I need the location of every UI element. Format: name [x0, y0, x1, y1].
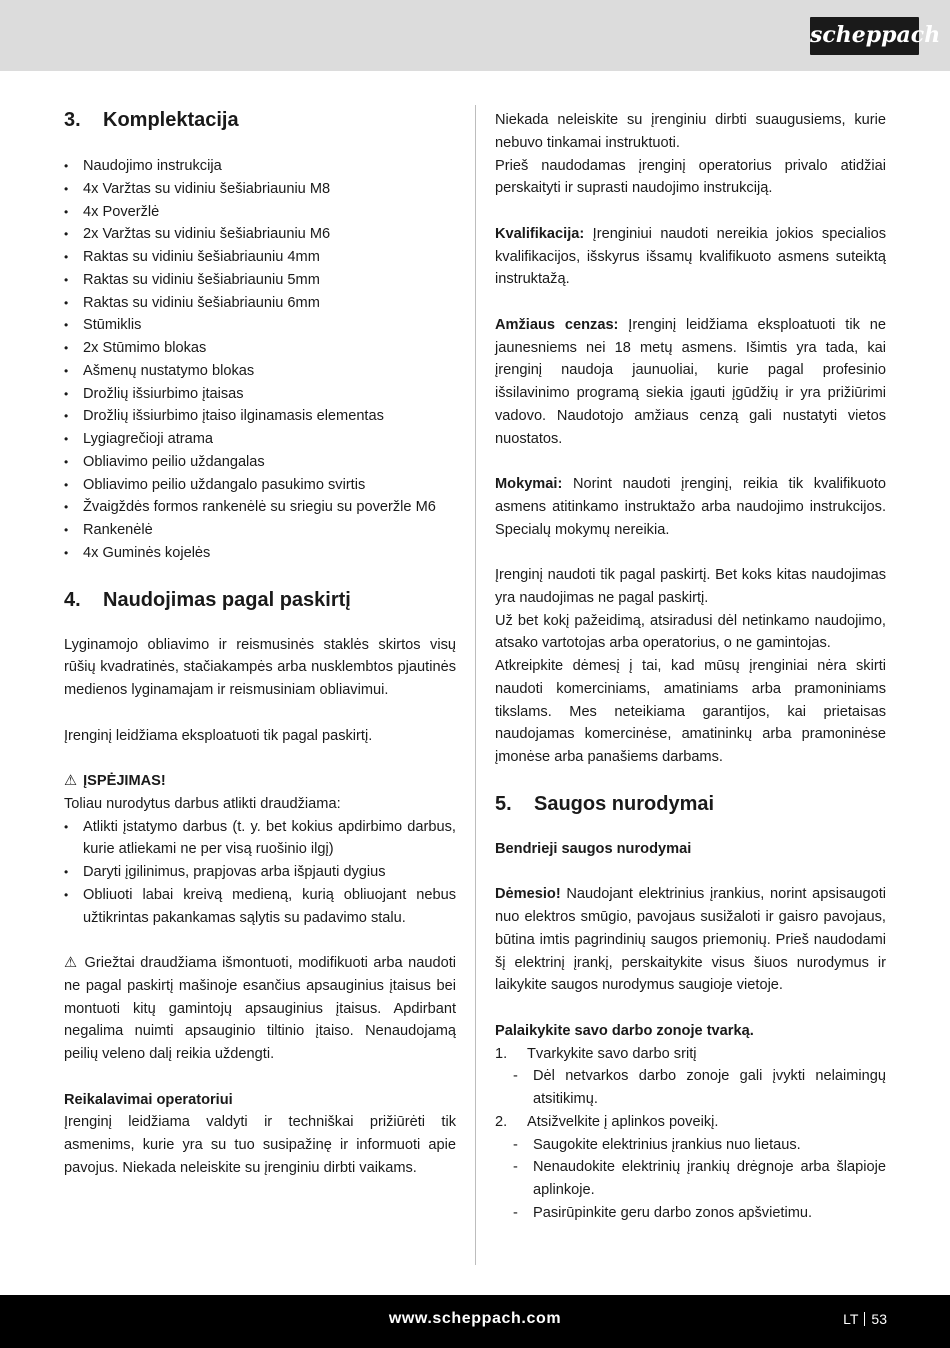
- scheppach-logo: [810, 17, 941, 55]
- page-header: [0, 0, 950, 71]
- list-item: • Drožlių išsiurbimo įtaiso ilginamasis elementas: [64, 405, 456, 428]
- attention-label: Dėmesio!: [495, 886, 561, 903]
- attention-paragraph: [495, 883, 886, 997]
- prohibited-list: [64, 816, 456, 930]
- list-item: • Obliuoti labai kreivą medieną, kurią obliuojant nebus užtikrintas pakankamas sąlytis su padavimo stalu.: [64, 884, 456, 930]
- qualification-paragraph: [495, 223, 886, 291]
- warning-intro: Toliau nurodytus darbus atlikti draudžiama:: [64, 795, 341, 812]
- list-item: • 4x Poveržlė: [64, 201, 456, 224]
- attention-text: Naudojant elektrinius įrankius, norint apsisaugoti nuo elektros smūgio, pavojaus susižaloti ir gaisro pavojaus, būtina imtis pagrindinių saugos priemonių. Prieš naudodami šį elektrinį įrankį, perskaitykite visus šiuos nurodymus ir laikykite saugos nurodymus saugioje vietoje.: [495, 886, 886, 994]
- section-title: Saugos nurodymai: [534, 792, 715, 815]
- qualification-text: Įrenginiui naudoti nereikia jokios specialios kvalifikacijos, išskyrus išsamų kvalifikuoto asmens suteiktą instruktažą.: [495, 225, 886, 288]
- page-num: 53: [871, 1311, 887, 1327]
- operator-requirements-title: Reikalavimai operatoriui: [64, 1091, 233, 1108]
- paragraph: Prieš naudodamas įrenginį operatorius privalo atidžiai perskaityti ir suprasti naudojimo instrukciją.: [495, 157, 886, 197]
- age-paragraph: [495, 314, 886, 451]
- warning-heading: [64, 770, 456, 793]
- language-code: LT: [843, 1311, 859, 1327]
- website-url: www.scheppach.com: [388, 1310, 562, 1327]
- list-item: • Raktas su vidiniu šešiabriauniu 4mm: [64, 246, 456, 269]
- separator: [864, 1312, 865, 1326]
- section-number: 3.: [64, 109, 81, 131]
- logo-text: scheppach: [810, 22, 941, 48]
- list-item: • 2x Stūmimo blokas: [64, 337, 456, 360]
- left-column: [64, 107, 456, 1180]
- item-number: 1.: [495, 1045, 508, 1062]
- list-item: • 2x Varžtas su vidiniu šešiabriauniu M6: [64, 223, 456, 246]
- list-item: • Drožlių išsiurbimo įtaisas: [64, 383, 456, 406]
- list-item: • Stūmiklis: [64, 314, 456, 337]
- training-label: Mokymai:: [495, 476, 563, 492]
- item-number: 2.: [495, 1113, 508, 1130]
- age-label: Amžiaus cenzas:: [495, 316, 619, 333]
- list-item: • Raktas su vidiniu šešiabriauniu 6mm: [64, 292, 456, 315]
- section-number: 4.: [64, 588, 81, 611]
- list-item: • Atlikti įstatymo darbus (t. y. bet kokius apdirbimo darbus, kurie atliekami ne per visą ruošinio ilgį): [64, 816, 456, 862]
- warning-text: Griežtai draudžiama išmontuoti, modifikuoti arba naudoti ne pagal paskirtį mašinoje esančius apsauginius įtaisus bei montuoti kitų gamintojų apsauginius įtaisus. Apdirbant negalima nuimti apsauginio tiltinio įtaiso. Nenaudojamą peilių veleno dalį reikia uždengti.: [64, 955, 456, 1062]
- item-text: Tvarkykite savo darbo sritį: [527, 1045, 697, 1062]
- item-text: Atsižvelkite į aplinkos poveikį.: [527, 1113, 719, 1130]
- list-item: • Obliavimo peilio uždangalas: [64, 451, 456, 474]
- paragraph: Už bet kokį pažeidimą, atsiradusi dėl netinkamo naudojimo, atsako vartotojas arba operatorius, o ne gamintojas.: [495, 612, 886, 652]
- column-divider: [475, 105, 476, 1265]
- training-paragraph: [495, 473, 886, 541]
- paragraph: Įrenginį naudoti tik pagal paskirtį. Bet koks kitas naudojimas yra naudojimas ne pagal paskirtį.: [495, 567, 886, 606]
- sub-item: - Saugokite elektrinius įrankius nuo lietaus.: [495, 1134, 886, 1157]
- section-title: Komplektacija: [103, 109, 239, 131]
- paragraph: Niekada neleiskite su įrenginiu dirbti suaugusiems, kurie nebuvo tinkamai instruktuoti.: [495, 112, 886, 151]
- page-footer: [0, 1295, 950, 1348]
- section-5-heading: [495, 791, 886, 817]
- intended-use-paragraph: Lyginamojo obliavimo ir reismusinės staklės skirtos visų rūšių kvadratinės, stačiakampės arba nusklembtos pjautinės medienos lyginamajam ir reismusiniam obliavimui.: [64, 636, 456, 698]
- training-text: Norint naudoti įrenginį, reikia tik kvalifikuoto asmens atitinkamo instruktažo arba naudojimo instrukcijos. Specialų mokymų nereikia.: [495, 476, 886, 538]
- contents-list: [64, 155, 456, 565]
- section-3-heading: [64, 107, 456, 133]
- list-item: • Daryti įgilinimus, prapjovas arba išpjauti dygius: [64, 861, 456, 884]
- warning-title: ĮSPĖJIMAS!: [83, 773, 166, 789]
- warning-icon: ⚠: [64, 955, 78, 971]
- list-item: • Raktas su vidiniu šešiabriauniu 5mm: [64, 269, 456, 292]
- qualification-label: Kvalifikacija:: [495, 225, 585, 242]
- sub-list: [495, 1134, 886, 1225]
- numbered-item: [495, 1111, 886, 1225]
- page-number: [843, 1311, 887, 1327]
- age-text: Įrenginį leidžiama eksploatuoti tik ne jaunesniems nei 18 metų asmens. Išimtis yra tada, kai įrenginį naudoja jaunuoliai, kurie pagal profesinio išsilavinimo programą siekia įgauti įgūdžių ir yra prižiūrimi vadovo. Naudotojo amžiaus cenzą gali nustatyti vietos nuostatos.: [495, 316, 886, 447]
- list-item: • Lygiagrečioji atrama: [64, 428, 456, 451]
- list-item: • Obliavimo peilio uždangalo pasukimo svirtis: [64, 474, 456, 497]
- paragraph: Atkreipkite dėmesį į tai, kad mūsų įrenginiai nėra skirti naudoti komerciniams, amatiniams arba pramoniniams tikslams. Mes neteikiama garantijos, kai prietaisas naudojamas komercinėse, amatininkų arba pramoninėse įmonėse arba panašiems darbams.: [495, 658, 886, 765]
- list-item: • Ašmenų nustatymo blokas: [64, 360, 456, 383]
- section-title: Naudojimas pagal paskirtį: [103, 588, 351, 611]
- numbered-item: [495, 1043, 886, 1111]
- general-safety-title: Bendrieji saugos nurodymai: [495, 840, 692, 857]
- list-item: • Naudojimo instrukcija: [64, 155, 456, 178]
- sub-item: - Nenaudokite elektrinių įrankių drėgnoje arba šlapioje aplinkoje.: [495, 1156, 886, 1202]
- warning-icon: ⚠: [64, 773, 78, 789]
- right-column: [495, 109, 886, 1225]
- safety-numbered-list: [495, 1043, 886, 1225]
- list-item: • 4x Guminės kojelės: [64, 542, 456, 565]
- operator-requirements-text: Įrenginį leidžiama valdyti ir techniškai prižiūrėti tik asmenims, kurie yra su tuo susipažinę ir informuoti apie pavojus. Niekada neleiskite su įrenginiu dirbti vaikams.: [64, 1114, 456, 1176]
- sub-list: [495, 1065, 886, 1111]
- list-item: • 4x Varžtas su vidiniu šešiabriauniu M8: [64, 178, 456, 201]
- section-number: 5.: [495, 792, 512, 815]
- intended-use-note: Įrenginį leidžiama eksploatuoti tik pagal paskirtį.: [64, 727, 373, 744]
- sub-item: - Dėl netvarkos darbo zonoje gali įvykti nelaimingų atsitikimų.: [495, 1065, 886, 1111]
- list-item: • Rankenėlė: [64, 519, 456, 542]
- warning-paragraph: [64, 952, 456, 1066]
- list-item: • Žvaigždės formos rankenėlė su sriegiu su poveržle M6: [64, 496, 456, 519]
- sub-item: - Pasirūpinkite geru darbo zonos apšvietimu.: [495, 1202, 886, 1225]
- section-4-heading: [64, 587, 456, 613]
- order-title: Palaikykite savo darbo zonoje tvarką.: [495, 1022, 754, 1039]
